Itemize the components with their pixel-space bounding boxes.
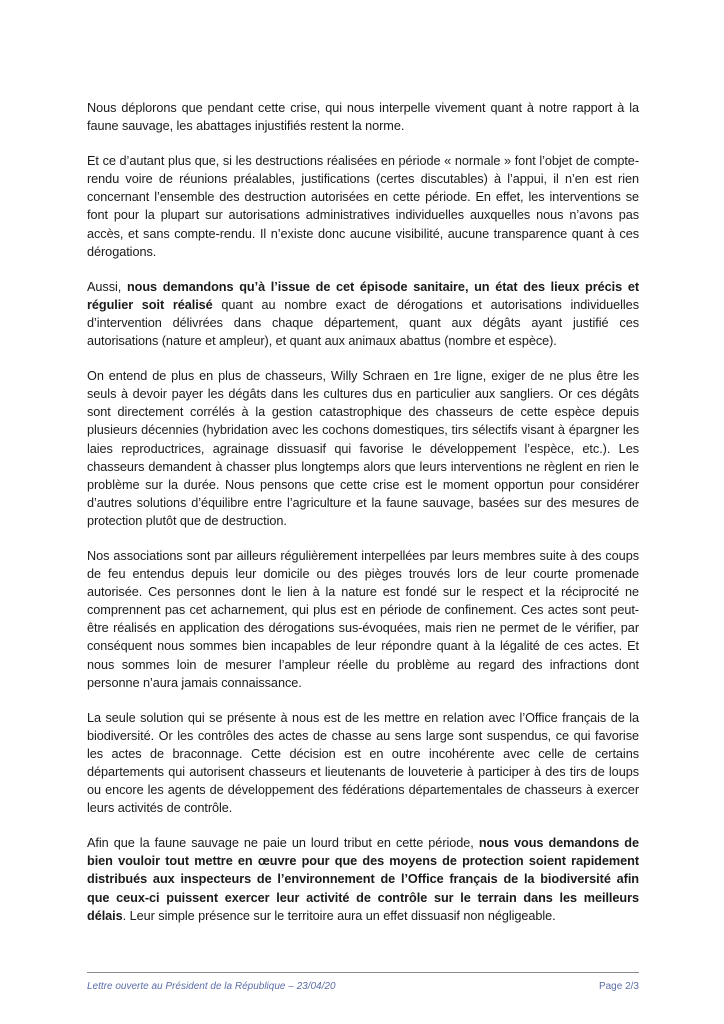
footer-divider [87, 972, 639, 973]
paragraph-text: On entend de plus en plus de chasseurs, Willy Schraen en 1re ligne, exiger de ne plus être les seuls à devoir payer les dégâts dans les cultures dus en particulier aux sangliers. Or ces dégâts sont directement corrélés à la gestion catastrophique des chasseurs de cette espèce depuis plusieurs décennies (hybridation avec les cochons domestiques, tirs sélectifs visant à épargner les laies reproductrices, agrainage dissuasif qui favorise le développement l’espèce, etc.). Les chasseurs demandent à chasser plus longtemps alors que leurs interventions ne règlent en rien le problème sur la durée. Nous pensons que cette crise est le moment opportun pour considérer d’autres solutions d’équilibre entre l’agriculture et la faune sauvage, basées sur des mesures de protection plutôt que de destruction. [87, 369, 639, 528]
paragraph [87, 152, 639, 261]
paragraph [87, 367, 639, 530]
page-number: Page 2/3 [598, 981, 639, 992]
paragraph [87, 99, 639, 135]
paragraph [87, 547, 639, 692]
paragraph-text: Nous déplorons que pendant cette crise, qui nous interpelle vivement quant à notre rapport à la faune sauvage, les abattages injustifiés restent la norme. [87, 101, 639, 134]
paragraph-text: quant au nombre exact de dérogations et autorisations individuelles d’intervention délivrées dans chaque département, quant aux dégâts ayant justifié ces autorisations (nature et ampleur), et quant aux animaux abattus (nombre et espèce). [87, 297, 639, 349]
letter-body [87, 99, 639, 942]
paragraph-text: Afin que la faune sauvage ne paie un lourd tribut en cette période, [87, 836, 479, 851]
paragraph-text: . Leur simple présence sur le territoire aura un effet dissuasif non négligeable. [122, 908, 556, 923]
footer-letter-title: Lettre ouverte au Président de la République – 23/04/20 [87, 981, 336, 992]
emphasized-text: nous demandons qu’à l’issue de cet épisode sanitaire, un état des lieux précis et régulier soit réalisé [87, 279, 639, 312]
emphasized-text: nous vous demandons de bien vouloir tout mettre en œuvre pour que des moyens de protection soient rapidement distribués aux inspecteurs de l’environnement de l’Office français de la biodiversité afin que ceux-ci puissent exercer leur activité de contrôle sur le terrain dans les meilleurs délais [87, 836, 639, 923]
paragraph [87, 278, 639, 350]
paragraph [87, 834, 639, 924]
paragraph-text: Et ce d’autant plus que, si les destructions réalisées en période « normale » font l’objet de compte-rendu voire de réunions préalables, justifications (certes discutables) à l’appui, il n’en est rien concernant l’ensemble des destruction autorisées en cette période. En effet, les interventions se font pour la plupart sur autorisations administratives individuelles auxquelles nous n’avons pas accès, et sans compte-rendu. Il n’existe donc aucune visibilité, aucune transparence quant à ces dérogations. [87, 154, 639, 259]
paragraph-text: Nos associations sont par ailleurs régulièrement interpellées par leurs membres suite à des coups de feu entendus depuis leur domicile ou des pièges trouvés lors de leur courte promenade autorisée. Ces personnes dont le lien à la nature est fondé sur le respect et la réciprocité ne comprennent pas cet acharnement, qui plus est en période de confinement. Ces actes sont peut-être réalisés en application des dérogations sus-évoquées, mais rien ne permet de le vérifier, par conséquent nous sommes bien incapables de leur répondre quant à la légalité de ces actes. Et nous sommes loin de mesurer l’ampleur réelle du problème au regard des infractions dont personne n’aura jamais connaissance. [87, 548, 639, 690]
paragraph-text: Aussi, [87, 279, 127, 294]
paragraph-text: La seule solution qui se présente à nous est de les mettre en relation avec l’Office français de la biodiversité. Or les contrôles des actes de chasse au sens large sont suspendus, ce qui favorise les actes de braconnage. Cette décision est en outre incohérente avec celle de certains départements qui autorisent chasseurs et lieutenants de louveterie à participer à des tirs de loups ou encore les agents de développement des fédérations départementales de chasseurs à exercer leurs activités de contrôle. [87, 710, 639, 816]
paragraph [87, 709, 639, 818]
